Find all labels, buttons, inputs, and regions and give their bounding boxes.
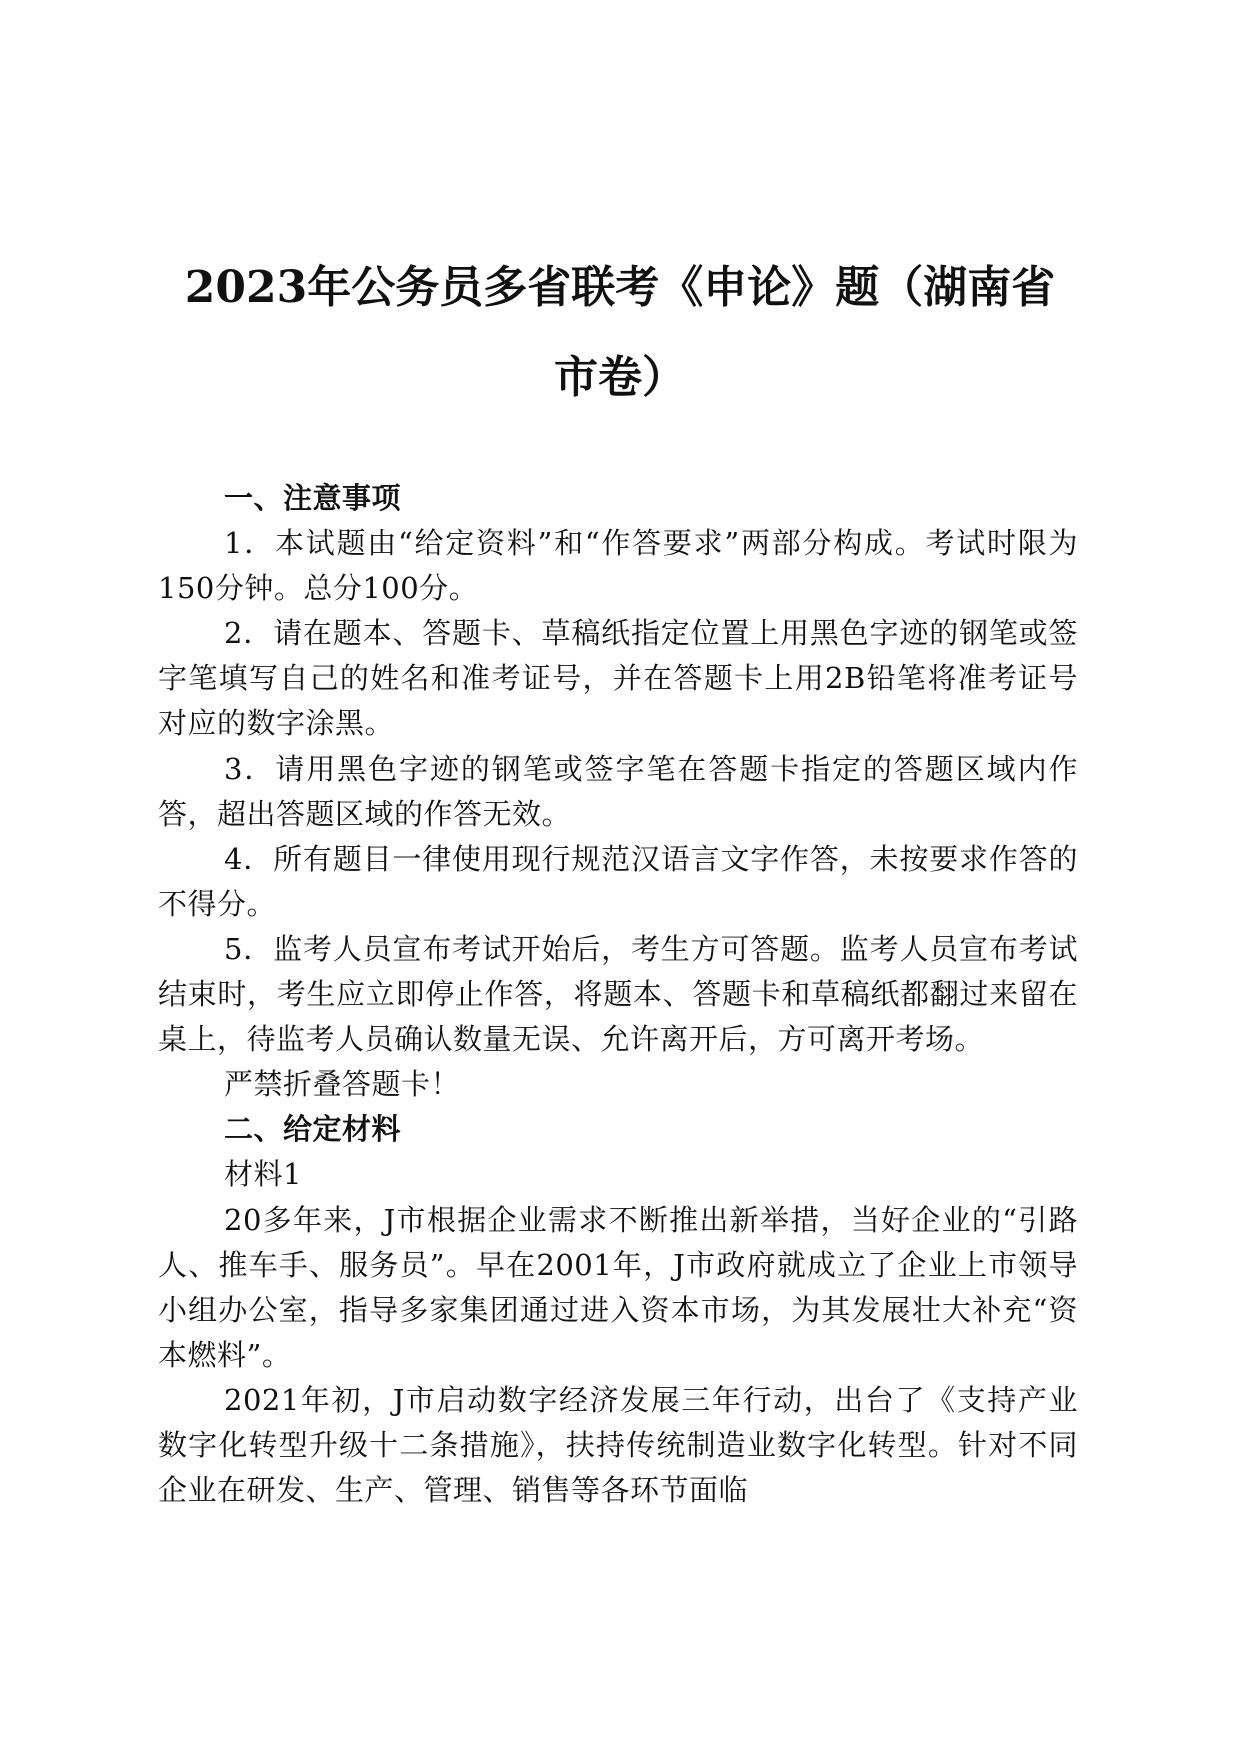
notice-item-1: 1．本试题由“给定资料”和“作答要求”两部分构成。考试时限为150分钟。总分100分。: [158, 526, 1078, 606]
notice-warning: 严禁折叠答题卡！: [224, 1067, 461, 1102]
document-title-line-2: 市卷）: [554, 352, 686, 403]
notice-item-3: 3．请用黑色字迹的钢笔或签字笔在答题卡指定的答题区域内作答，超出答题区域的作答无效。: [158, 751, 1078, 831]
notice-item-5: 5．监考人员宣布考试开始后，考生方可答题。监考人员宣布考试结束时，考生应立即停止作答，将题本、答题卡和草稿纸都翻过来留在桌上，待监考人员确认数量无误、允许离开后，方可离开考场。: [158, 931, 1078, 1057]
section-heading-materials: 二、给定材料: [224, 1112, 402, 1147]
section-heading-notices: 一、注意事项: [224, 481, 402, 515]
material-label: 材料1: [224, 1157, 302, 1192]
document-body: [158, 476, 1078, 1513]
notice-item-4: 4．所有题目一律使用现行规范汉语言文字作答，未按要求作答的不得分。: [158, 841, 1078, 921]
document-title-line-1: 2023年公务员多省联考《申论》题（湖南省: [184, 262, 1056, 313]
material-paragraph-1: 20多年来，J市根据企业需求不断推出新举措，当好企业的“引路人、推车手、服务员”。早在2001年，J市政府就成立了企业上市领导小组办公室，指导多家集团通过进入资本市场，为其发展壮大补充“资本燃料”。: [158, 1202, 1078, 1372]
material-paragraph-2: 2021年初，J市启动数字经济发展三年行动，出台了《支持产业数字化转型升级十二条措施》，扶持传统制造业数字化转型。针对不同企业在研发、生产、管理、销售等各环节面临: [158, 1382, 1078, 1508]
notice-item-2: 2．请在题本、答题卡、草稿纸指定位置上用黑色字迹的钢笔或签字笔填写自己的姓名和准考证号，并在答题卡上用2B铅笔将准考证号对应的数字涂黑。: [158, 616, 1078, 741]
